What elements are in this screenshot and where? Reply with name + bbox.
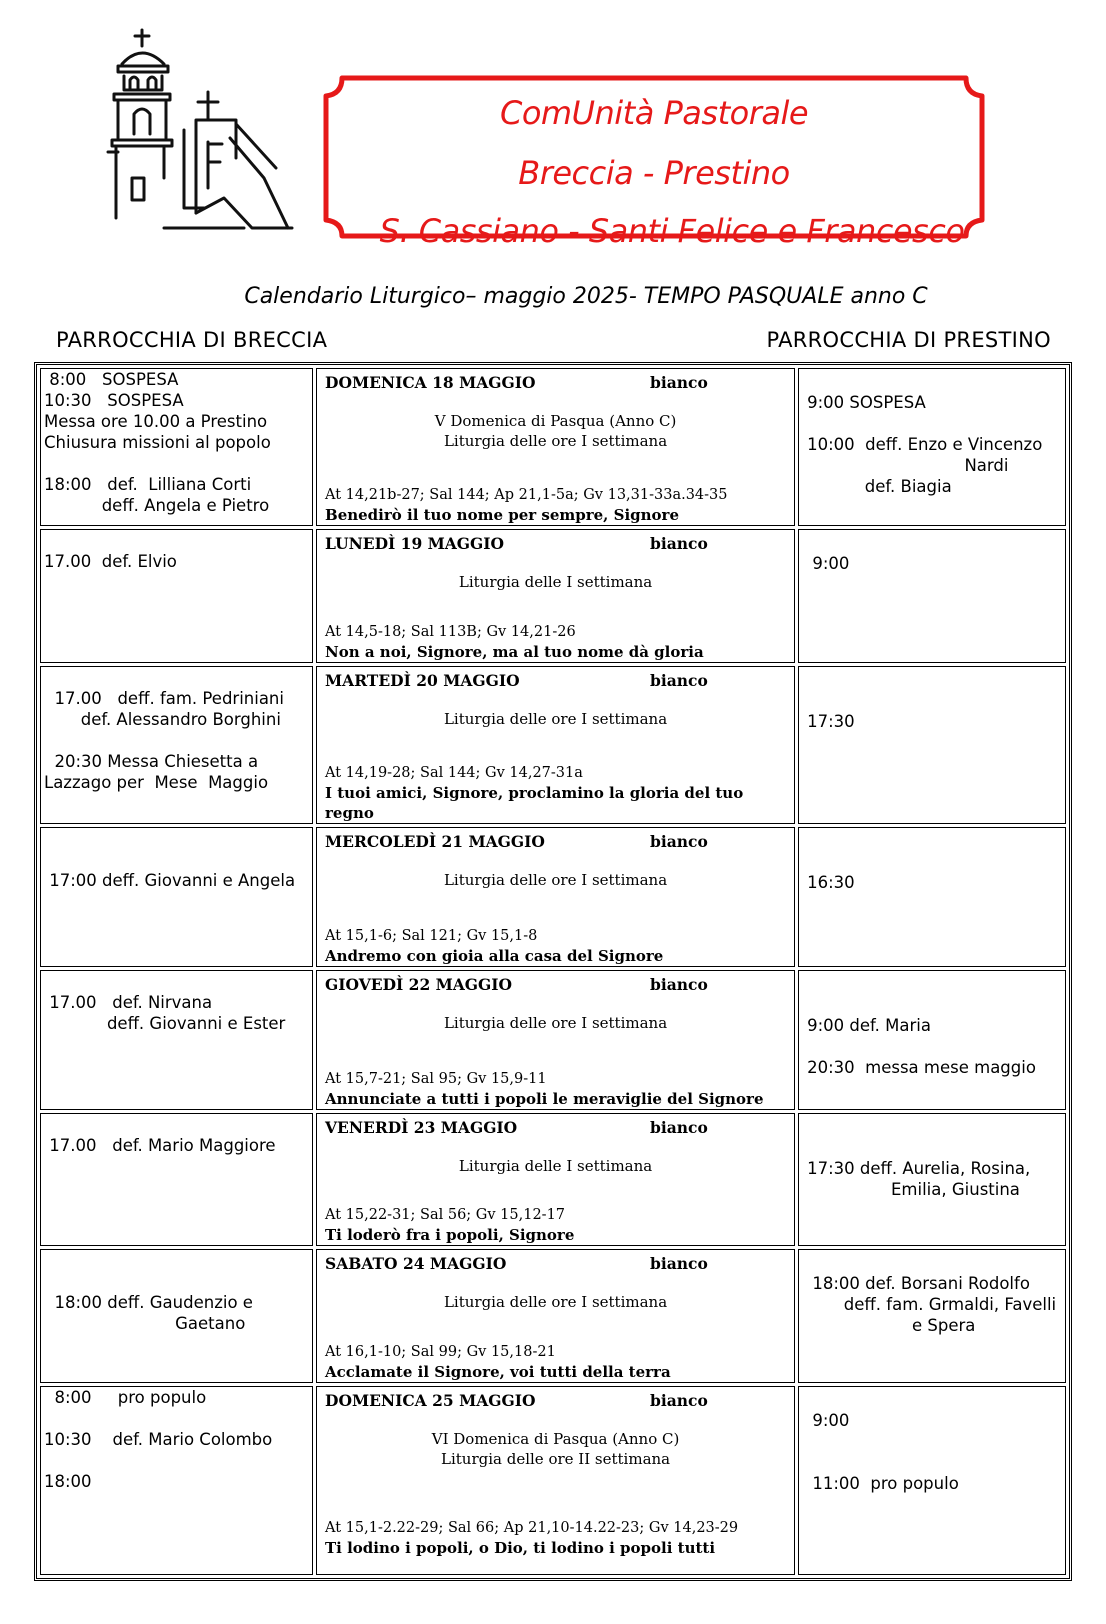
- day-heading: [325, 373, 786, 393]
- scripture-readings: At 16,1-10; Sal 99; Gv 15,18-21: [325, 1343, 556, 1360]
- day-heading: [325, 534, 786, 554]
- liturgy-cell: [316, 970, 795, 1110]
- liturgy-notes: [325, 572, 786, 592]
- day-title: DOMENICA 25 MAGGIO: [325, 1390, 536, 1410]
- mass-line: 9:00 SOSPESA: [807, 393, 926, 412]
- psalm-response: Non a noi, Signore, ma al tuo nome dà gloria: [325, 643, 704, 662]
- mass-line: Messa ore 10.00 a Prestino: [44, 412, 268, 431]
- mass-line: 17.00 deff. fam. Pedriniani: [44, 689, 284, 709]
- liturgy-cell: [316, 1113, 795, 1247]
- mass-line: [807, 1036, 1059, 1057]
- liturgy-note: Liturgia delle ore II settimana: [441, 1449, 671, 1468]
- liturgy-cell: [316, 1249, 795, 1383]
- day-row: [40, 529, 1066, 664]
- prestino-masses: [798, 368, 1066, 526]
- scripture-readings: At 14,21b-27; Sal 144; Ap 21,1-5a; Gv 13,31-33a.34-35: [325, 486, 728, 503]
- mass-line: [44, 730, 309, 751]
- mass-line: Emilia, Giustina: [807, 1179, 1020, 1199]
- liturgy-note: Liturgia delle ore I settimana: [443, 432, 668, 450]
- mass-line: [807, 1389, 1059, 1410]
- scripture-readings: At 15,1-2.22-29; Sal 66; Ap 21,10-14.22-23; Gv 14,23-29: [325, 1520, 739, 1536]
- day-heading: [325, 1118, 786, 1138]
- mass-line: [44, 1271, 309, 1292]
- day-row: [40, 1386, 1066, 1575]
- mass-line: [44, 849, 309, 870]
- mass-line: [44, 971, 309, 992]
- day-heading: [325, 1254, 786, 1274]
- mass-line: 18:00: [44, 1471, 92, 1491]
- scripture-readings: At 14,19-28; Sal 144; Gv 14,27-31a: [325, 764, 583, 781]
- community-churches: S. Cassiano - Santi Felice e Francesco: [379, 212, 965, 250]
- mass-line: [44, 530, 309, 551]
- prestino-masses: [798, 666, 1066, 824]
- breccia-masses: [40, 1113, 313, 1247]
- mass-line: [807, 973, 1059, 994]
- psalm-response: Ti lodino i popoli, o Dio, ti lodino i popoli tutti: [325, 1539, 716, 1557]
- prestino-masses: [798, 1249, 1066, 1383]
- day-title: MARTEDÌ 20 MAGGIO: [325, 671, 520, 691]
- psalm-response: Acclamate il Signore, voi tutti della terra: [325, 1362, 671, 1381]
- community-parishes: Breccia - Prestino: [518, 154, 790, 192]
- day-title: MERCOLEDÌ 21 MAGGIO: [325, 831, 545, 851]
- mass-line: 9:00: [807, 1410, 850, 1430]
- psalm-response: I tuoi amici, Signore, proclamino la gloria del tuo regno: [325, 783, 744, 822]
- day-row: [40, 368, 1066, 526]
- day-row: [40, 1249, 1066, 1383]
- mass-line: [807, 690, 1059, 711]
- liturgy-notes: [325, 870, 786, 890]
- mass-line: Chiusura missioni al popolo: [44, 433, 271, 452]
- mass-line: [807, 830, 1059, 851]
- breccia-masses: [40, 1386, 313, 1575]
- mass-line: [807, 1116, 1059, 1137]
- liturgy-notes: [325, 709, 786, 729]
- mass-line: [807, 1431, 1059, 1452]
- mass-line: [807, 1452, 1059, 1473]
- title-banner: [322, 74, 986, 250]
- prestino-masses: [798, 1113, 1066, 1247]
- mass-line: [807, 1137, 1059, 1158]
- mass-line: [44, 1408, 309, 1429]
- liturgical-color: bianco: [650, 671, 708, 691]
- liturgy-note: Liturgia delle ore I settimana: [443, 1293, 668, 1312]
- prestino-masses: [798, 1386, 1066, 1575]
- mass-line: Nardi: [807, 456, 1009, 475]
- liturgy-note: Liturgia delle ore I settimana: [443, 1013, 668, 1032]
- scripture-readings: At 15,22-31; Sal 56; Gv 15,12-17: [325, 1207, 566, 1224]
- breccia-masses: [40, 666, 313, 824]
- mass-line: 18:00 deff. Gaudenzio e: [44, 1293, 253, 1313]
- liturgy-note: VI Domenica di Pasqua (Anno C): [431, 1429, 680, 1448]
- mass-line: 10:00 deff. Enzo e Vincenzo: [807, 435, 1043, 454]
- liturgy-note: Liturgia delle I settimana: [458, 1156, 653, 1175]
- community-title: ComUnità Pastorale: [499, 94, 809, 132]
- liturgy-note: Liturgia delle ore I settimana: [443, 710, 668, 729]
- mass-line: deff. Giovanni e Ester: [44, 1013, 286, 1033]
- day-title: SABATO 24 MAGGIO: [325, 1254, 507, 1274]
- liturgy-cell: [316, 529, 795, 664]
- day-row: [40, 1113, 1066, 1247]
- parish-logo: [104, 28, 294, 233]
- mass-line: 16:30: [807, 872, 855, 892]
- day-title: VENERDÌ 23 MAGGIO: [325, 1117, 518, 1137]
- psalm-response: Andremo con gioia alla casa del Signore: [325, 946, 664, 965]
- mass-line: 17.00 def. Elvio: [44, 551, 177, 571]
- psalm-response: Annunciate a tutti i popoli le meraviglie del Signore: [325, 1089, 764, 1108]
- liturgical-color: bianco: [650, 533, 708, 553]
- liturgy-cell: [316, 666, 795, 824]
- liturgy-notes: [325, 411, 786, 451]
- prestino-masses: [798, 970, 1066, 1110]
- liturgical-color: bianco: [650, 1254, 708, 1274]
- scripture-readings: At 15,7-21; Sal 95; Gv 15,9-11: [325, 1070, 547, 1087]
- mass-line: 20:30 messa mese maggio: [807, 1057, 1036, 1077]
- liturgical-color: bianco: [650, 831, 708, 851]
- mass-line: [807, 669, 1059, 690]
- breccia-masses: [40, 1249, 313, 1383]
- mass-line: [807, 413, 1059, 434]
- day-heading: [325, 671, 786, 691]
- day-title: DOMENICA 18 MAGGIO: [325, 373, 536, 392]
- mass-line: 17:00 deff. Giovanni e Angela: [44, 870, 296, 890]
- mass-line: 8:00 pro populo: [44, 1387, 207, 1407]
- mass-line: 17:30: [807, 712, 855, 732]
- mass-line: 17:30 deff. Aurelia, Rosina,: [807, 1158, 1031, 1178]
- psalm-response: Ti loderò fra i popoli, Signore: [325, 1226, 575, 1245]
- liturgy-notes: [325, 1156, 786, 1176]
- mass-line: [44, 453, 309, 474]
- mass-line: Lazzago per Mese Maggio: [44, 773, 269, 793]
- liturgical-color: bianco: [650, 974, 708, 994]
- breccia-masses: [40, 970, 313, 1110]
- mass-line: [807, 371, 1059, 392]
- liturgical-color: bianco: [650, 1117, 708, 1137]
- liturgy-cell: [316, 368, 795, 526]
- prestino-masses: [798, 529, 1066, 664]
- day-row: [40, 666, 1066, 824]
- mass-line: 18:00 def. Borsani Rodolfo: [807, 1274, 1030, 1294]
- mass-line: [807, 851, 1059, 872]
- mass-line: def. Alessandro Borghini: [44, 710, 281, 730]
- liturgical-color: bianco: [650, 373, 708, 392]
- parish-breccia-heading: PARROCCHIA DI BRECCIA: [56, 328, 328, 352]
- mass-line: [807, 994, 1059, 1015]
- mass-line: Gaetano: [44, 1314, 246, 1334]
- calendar-subtitle: Calendario Liturgico– maggio 2025- TEMPO PASQUALE anno C: [244, 284, 928, 309]
- mass-line: 18:00 def. Lilliana Corti: [44, 475, 252, 494]
- liturgy-note: V Domenica di Pasqua (Anno C): [434, 412, 677, 430]
- liturgy-cell: [316, 1386, 795, 1575]
- liturgical-color: bianco: [650, 1390, 708, 1410]
- liturgy-note: Liturgia delle I settimana: [458, 572, 653, 591]
- mass-line: [44, 1450, 309, 1471]
- mass-line: [807, 532, 1059, 553]
- mass-line: 20:30 Messa Chiesetta a: [44, 752, 259, 772]
- prestino-masses: [798, 827, 1066, 967]
- mass-line: deff. fam. Grmaldi, Favelli: [807, 1295, 1057, 1315]
- mass-line: 10:30 def. Mario Colombo: [44, 1429, 273, 1449]
- mass-line: [44, 828, 309, 849]
- mass-line: [44, 1250, 309, 1271]
- mass-line: 11:00 pro populo: [807, 1473, 959, 1493]
- liturgy-notes: [325, 1429, 786, 1469]
- liturgy-note: Liturgia delle ore I settimana: [443, 870, 668, 889]
- day-heading: [325, 975, 786, 995]
- scripture-readings: At 15,1-6; Sal 121; Gv 15,1-8: [325, 927, 538, 944]
- breccia-masses: [40, 529, 313, 664]
- scripture-readings: At 14,5-18; Sal 113B; Gv 14,21-26: [325, 624, 576, 641]
- mass-line: 17.00 def. Nirvana: [44, 992, 213, 1012]
- breccia-masses: [40, 827, 313, 967]
- psalm-response: Benedirò il tuo nome per sempre, Signore: [325, 505, 680, 524]
- liturgy-cell: [316, 827, 795, 967]
- day-title: LUNEDÌ 19 MAGGIO: [325, 533, 505, 553]
- day-title: GIOVEDÌ 22 MAGGIO: [325, 974, 513, 994]
- parish-prestino-heading: PARROCCHIA DI PRESTINO: [766, 328, 1051, 352]
- mass-line: def. Biagia: [807, 477, 952, 496]
- mass-line: 8:00 SOSPESA: [44, 370, 179, 389]
- day-heading: [325, 1391, 786, 1411]
- mass-line: e Spera: [807, 1316, 976, 1336]
- mass-line: 9:00: [807, 553, 850, 573]
- mass-line: [807, 1252, 1059, 1273]
- liturgy-notes: [325, 1292, 786, 1312]
- mass-line: deff. Angela e Pietro: [44, 496, 270, 515]
- mass-line: 10:30 SOSPESA: [44, 391, 184, 410]
- liturgy-notes: [325, 1013, 786, 1033]
- mass-line: [44, 1114, 309, 1135]
- breccia-masses: [40, 368, 313, 526]
- mass-line: 17.00 def. Mario Maggiore: [44, 1135, 276, 1155]
- calendar-table: [34, 362, 1072, 1581]
- day-heading: [325, 832, 786, 852]
- mass-line: 9:00 def. Maria: [807, 1015, 931, 1035]
- day-row: [40, 970, 1066, 1110]
- day-row: [40, 827, 1066, 967]
- mass-line: [44, 667, 309, 688]
